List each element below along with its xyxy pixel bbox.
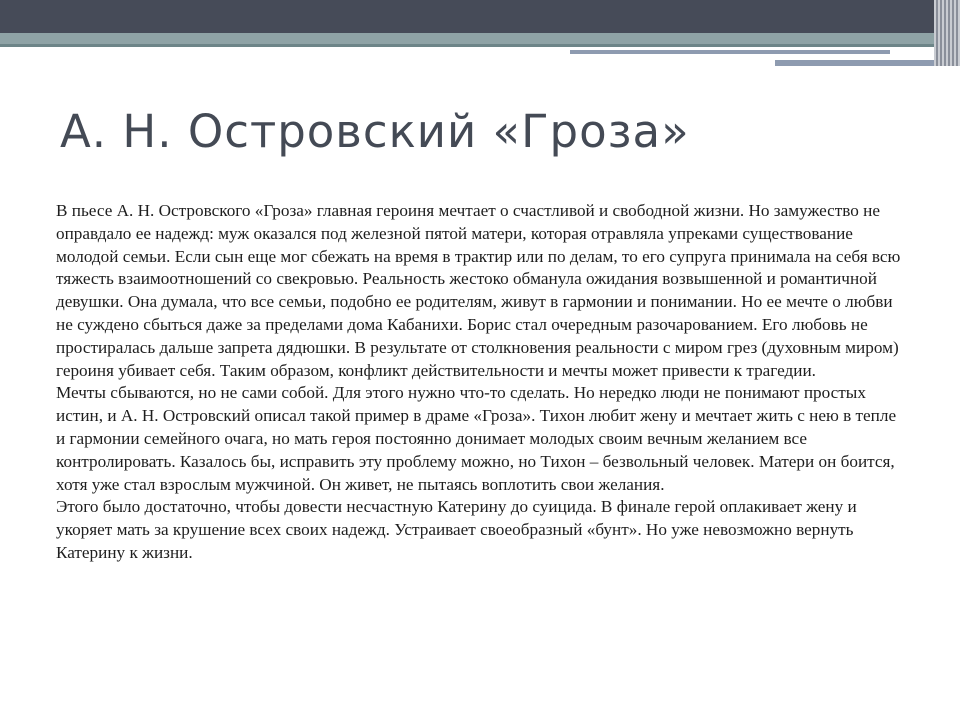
header-accent-bar-short bbox=[775, 60, 943, 66]
paragraph: В пьесе А. Н. Островского «Гроза» главная героиня мечтает о счастливой и свободной жизни. Но замужество не оправдало ее надежд: муж оказался под железной пятой матери, которая отравляла упреками существование молодой семьи. Если сын еще мог сбежать на время в трактир или по делам, то его супруга принимала на себя всю тяжесть взаимоотношений со свекровью. Реальность жестоко обманула ожидания возвышенной и романтичной девушки. Она думала, что все семьи, подобно ее родителям, живут в гармонии и понимании. Но ее мечте о любви не суждено сбыться даже за пределами дома Кабанихи. Борис стал очередным разочарованием. Его любовь не простиралась дальше запрета дядюшки. В результате от столкновения реальности с миром грез (духовным миром) героиня убивает себя. Таким образом, конфликт действительности и мечты может привести к трагедии. bbox=[56, 201, 901, 380]
header-teal-band bbox=[0, 33, 960, 44]
header-stripes-decoration bbox=[934, 0, 960, 66]
paragraph: Мечты сбываются, но не сами собой. Для этого нужно что-то сделать. Но нередко люди не понимают простых истин, и А. Н. Островский описал такой пример в драме «Гроза». Тихон любит жену и мечтает жить с нею в тепле и гармонии семейного очага, но мать героя постоянно донимает молодых своим вечным желанием все контролировать. Казалось бы, исправить эту проблему можно, но Тихон – безвольный человек. Матери он боится, хотя уже стал взрослым мужчиной. Он живет, не пытаясь воплотить свои желания. bbox=[56, 383, 897, 494]
slide-title: А. Н. Островский «Гроза» bbox=[60, 105, 690, 158]
header-accent-bar bbox=[570, 50, 890, 54]
header-dark-bar bbox=[0, 0, 960, 33]
header-teal-line bbox=[0, 44, 960, 47]
paragraph: Этого было достаточно, чтобы довести несчастную Катерину до суицида. В финале герой оплакивает жену и укоряет мать за крушение всех своих надежд. Устраивает своеобразный «бунт». Но уже невозможно вернуть Катерину к жизни. bbox=[56, 497, 857, 562]
slide-body bbox=[56, 200, 906, 565]
